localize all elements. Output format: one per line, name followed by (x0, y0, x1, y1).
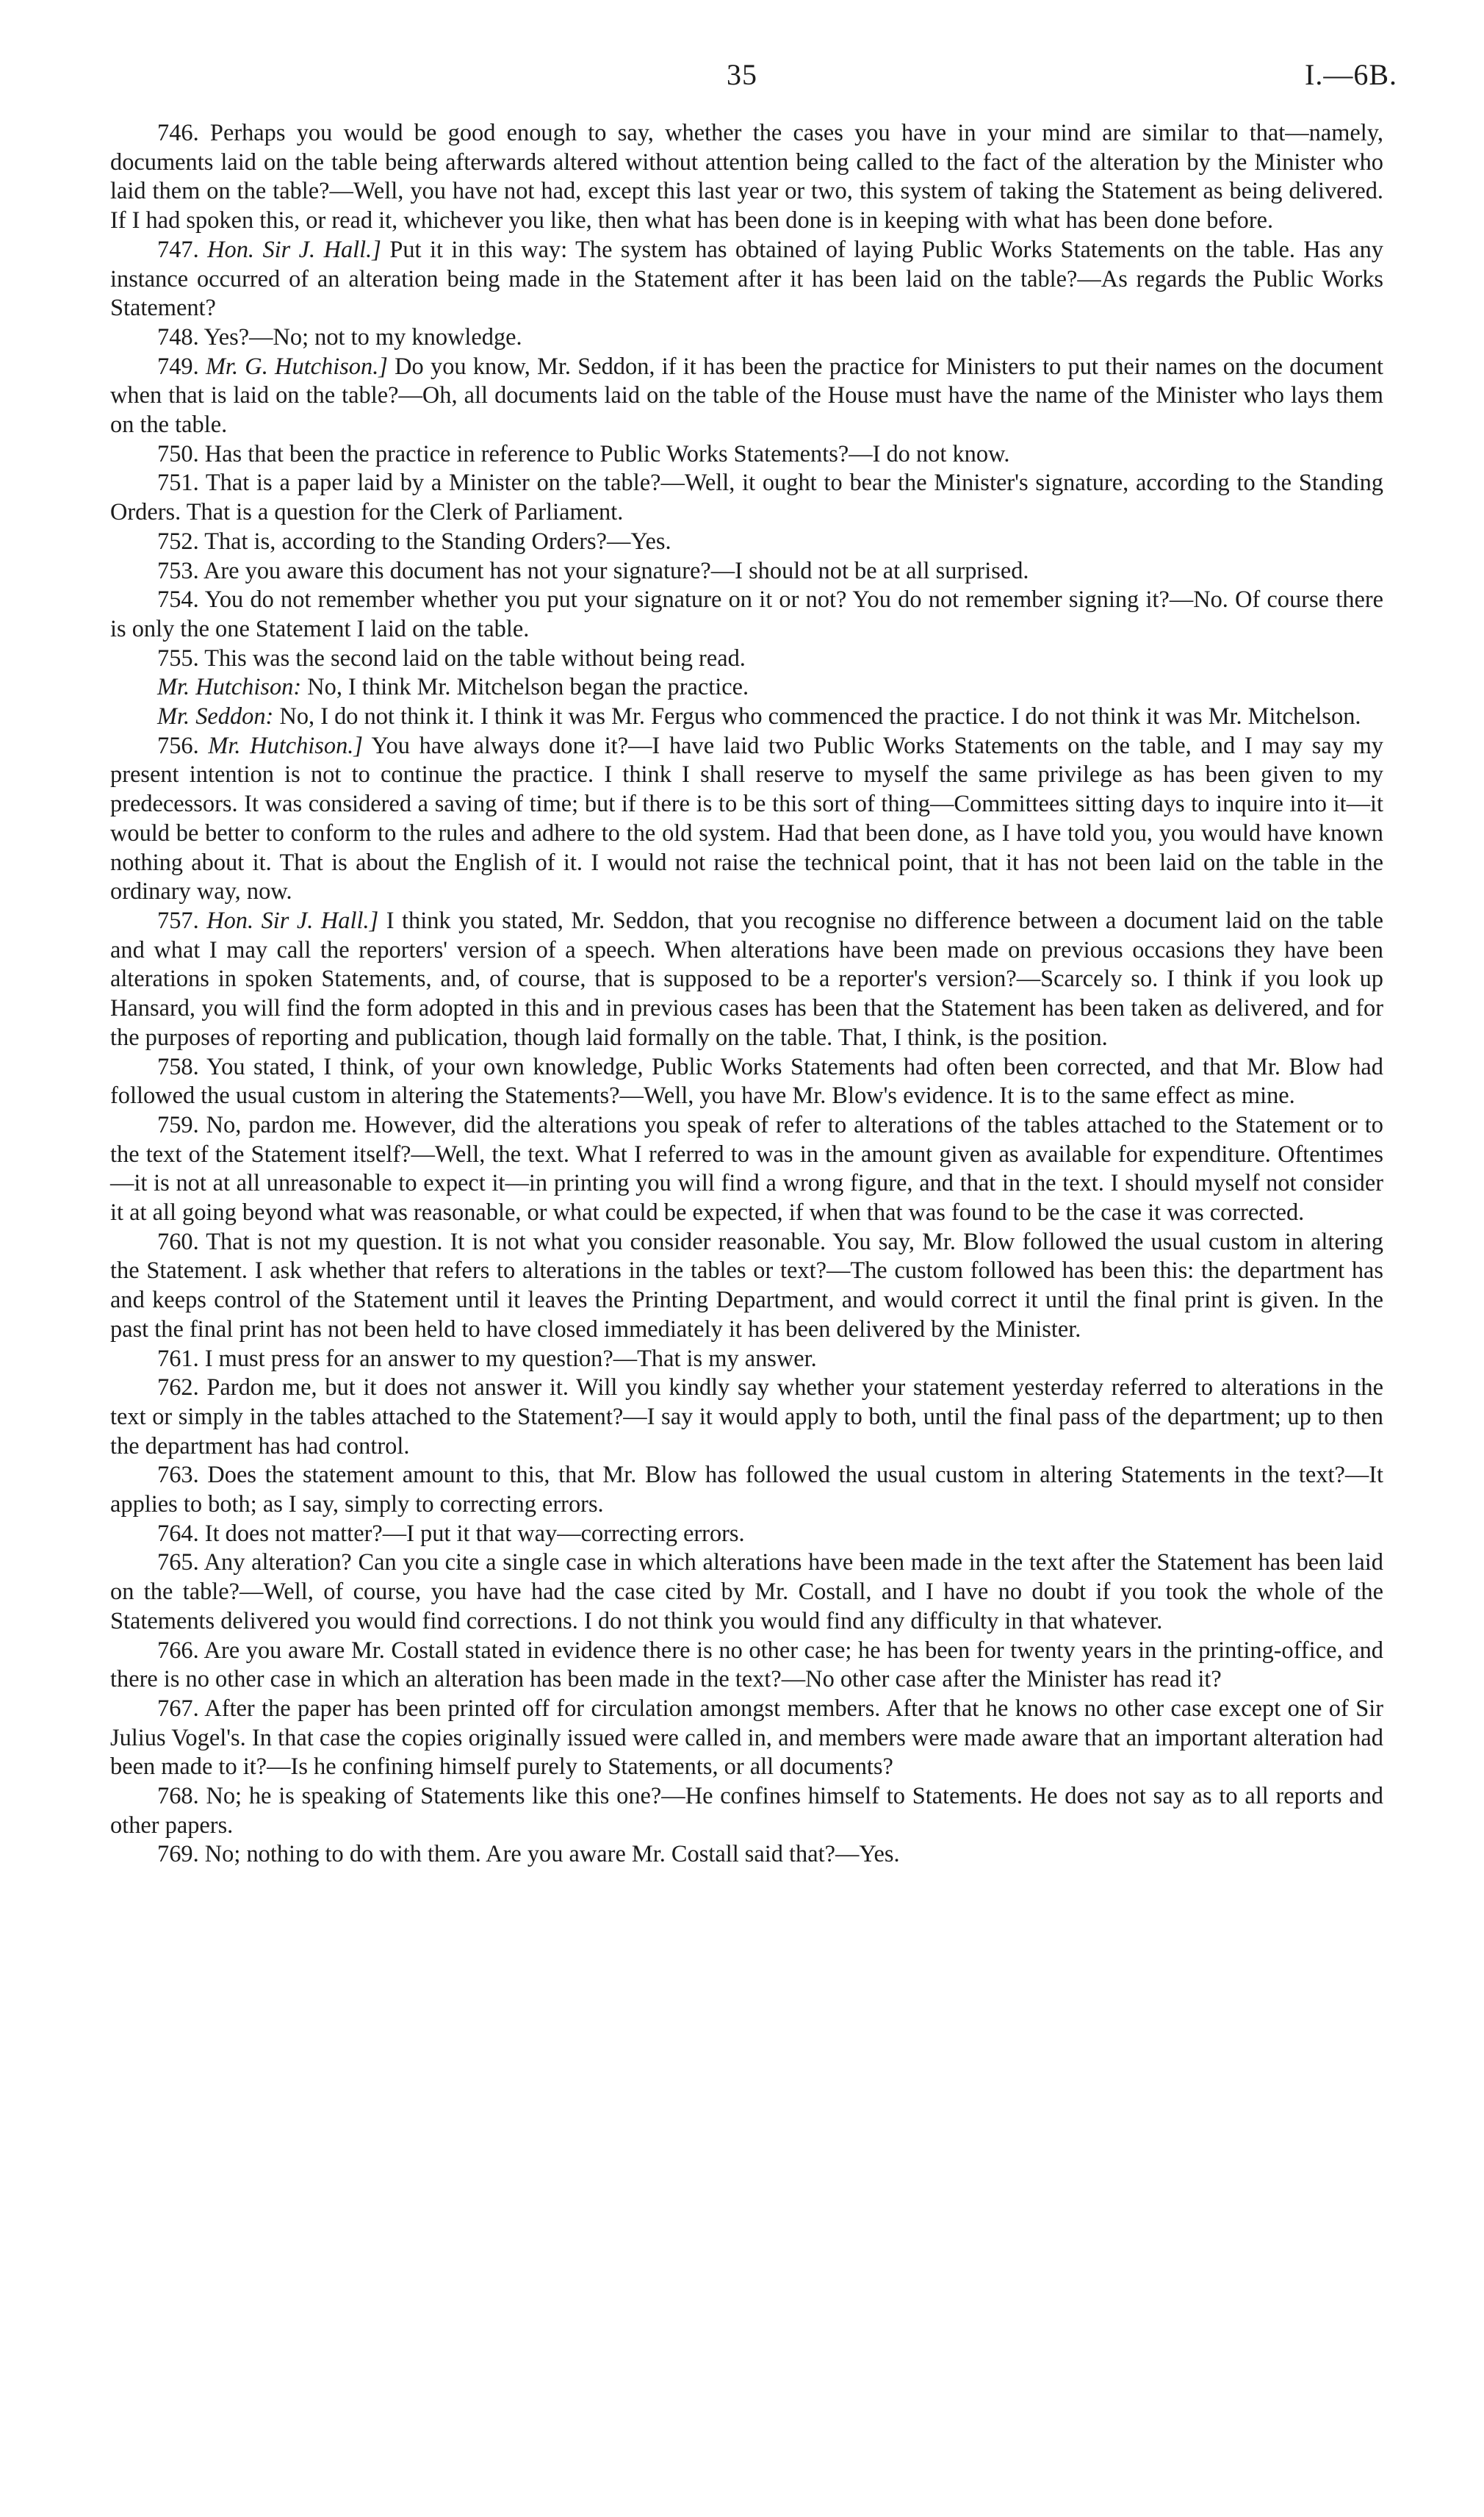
speaker-label: 757. Hon. Sir J. Hall.] (157, 907, 379, 934)
evidence-text (110, 119, 1383, 1870)
speaker-label: Mr. Hutchison: (157, 674, 302, 701)
paragraph-text: Put it in this way: The system has obtained of laying Public Works Statements on the table. Has any instance occurred of an alteration being made in the Statement after it has been laid on the table?—As regards the Public Works Statement? (110, 236, 1383, 322)
paragraph-text: 764. It does not matter?—I put it that way—correcting errors. (157, 1520, 745, 1547)
evidence-paragraph (110, 1637, 1383, 1695)
speaker-label: 756. Mr. Hutchison.] (157, 732, 363, 759)
paragraph-text: 766. Are you aware Mr. Costall stated in evidence there is no other case; he has been for twenty years in the printing-office, and there is no other case in which an alteration has been made in the text?—No other case after the Minister has read it? (110, 1637, 1383, 1693)
paragraph-text: You have always done it?—I have laid two Public Works Statements on the table, and I may say my present intention is not to continue the practice. I think I shall reserve to myself the same privilege as has been given to my predecessors. It was considered a saving of time; but if there is to be this sort of thing—Committees sitting days to inquire into it—it would be better to conform to the rules and adhere to the old system. Had that been done, as I have told you, you would have known nothing about it. That is about the English of it. I would not raise the technical point, that it has not been laid on the table in the ordinary way, now. (110, 732, 1384, 905)
evidence-paragraph (110, 1228, 1383, 1345)
paragraph-text: 762. Pardon me, but it does not answer it. Will you kindly say whether your statement yesterday referred to alterations in the text or simply in the tables attached to the Statement?—I say it would apply to both, until the final pass of the department; up to then the department has had control. (110, 1374, 1383, 1459)
paper-reference: I.—6B. (1305, 58, 1397, 91)
paragraph-text: No, I do not think it. I think it was Mr. Fergus who commenced the practice. I do not think it was Mr. Mitchelson. (273, 703, 1361, 730)
evidence-paragraph (110, 440, 1383, 470)
paragraph-text: 752. That is, according to the Standing Orders?—Yes. (157, 528, 671, 555)
evidence-paragraph (110, 528, 1383, 557)
evidence-paragraph (110, 644, 1383, 674)
paragraph-text: 768. No; he is speaking of Statements like this one?—He confines himself to Statements. He does not say as to all reports and other papers. (110, 1783, 1383, 1839)
paragraph-text: 753. Are you aware this document has not your signature?—I should not be at all surprised. (157, 557, 1029, 584)
evidence-paragraph (110, 469, 1383, 527)
speaker-label: Mr. Seddon: (157, 703, 274, 730)
evidence-paragraph (110, 236, 1383, 323)
paragraph-text: No, I think Mr. Mitchelson began the practice. (301, 674, 749, 701)
paragraph-text: 769. No; nothing to do with them. Are you aware Mr. Costall said that?—Yes. (157, 1841, 900, 1868)
evidence-paragraph (110, 586, 1383, 644)
page-header (0, 57, 1484, 101)
evidence-paragraph (110, 1695, 1383, 1782)
evidence-paragraph (110, 673, 1383, 703)
paragraph-text: 767. After the paper has been printed off for circulation amongst members. After that he knows no other case except one of Sir Julius Vogel's. In that case the copies originally issued were called in, and members were made aware that an important alteration had been made to it?—Is he confining himself purely to Statements, or all documents? (110, 1695, 1383, 1781)
evidence-paragraph (110, 1345, 1383, 1374)
paragraph-text: 763. Does the statement amount to this, that Mr. Blow has followed the usual custom in altering Statements in the text?—It applies to both; as I say, simply to correcting errors. (110, 1462, 1383, 1518)
paragraph-text: 759. No, pardon me. However, did the alterations you speak of refer to alterations of the tables attached to the Statement or to the text of the Statement itself?—Well, the text. What I referred to was in the amount given as available for expenditure. Oftentimes—it is not at all unreasonable to expect it—in printing you will find a wrong figure, and that in the text. I should myself not consider it at all going beyond what was reasonable, or what could be expected, if when that was found to be the case it was corrected. (110, 1111, 1383, 1227)
paragraph-text: 750. Has that been the practice in reference to Public Works Statements?—I do not know. (157, 440, 1010, 467)
evidence-paragraph (110, 557, 1383, 586)
evidence-paragraph (110, 323, 1383, 353)
evidence-paragraph (110, 1520, 1383, 1549)
evidence-paragraph (110, 1461, 1383, 1519)
paragraph-text: Do you know, Mr. Seddon, if it has been the practice for Ministers to put their names on the document when that is laid on the table?—Oh, all documents laid on the table of the House must have the name of the Minister who lays them on the table. (110, 353, 1384, 439)
paragraph-text: 758. You stated, I think, of your own knowledge, Public Works Statements had often been corrected, and that Mr. Blow had followed the usual custom in altering the Statements?—Well, you have Mr. Blow's evidence. It is to the same effect as mine. (110, 1053, 1383, 1110)
evidence-paragraph (110, 119, 1383, 236)
evidence-paragraph (110, 907, 1383, 1053)
paragraph-text: 765. Any alteration? Can you cite a single case in which alterations have been made in the text after the Statement has been laid on the table?—Well, of course, you have had the case cited by Mr. Costall, and I have no doubt if you took the whole of the Statements delivered you would find corrections. I do not think you would find any difficulty in that whatever. (110, 1549, 1383, 1634)
evidence-paragraph (110, 1548, 1383, 1636)
speaker-label: 749. Mr. G. Hutchison.] (157, 353, 388, 380)
evidence-paragraph (110, 732, 1383, 907)
page-number: 35 (727, 58, 757, 91)
paragraph-text: 760. That is not my question. It is not what you consider reasonable. You say, Mr. Blow followed the usual custom in altering the Statement. I ask whether that refers to alterations in the tables or text?—The custom followed has been this: the department has and keeps control of the Statement until it leaves the Printing Department, and would correct it until the final print is given. In the past the final print has not been held to have closed immediately it has been delivered by the Minister. (110, 1228, 1383, 1343)
paragraph-text: 751. That is a paper laid by a Minister on the table?—Well, it ought to bear the Minister's signature, according to the Standing Orders. That is a question for the Clerk of Parliament. (110, 470, 1383, 526)
evidence-paragraph (110, 1053, 1383, 1111)
evidence-paragraph (110, 1111, 1383, 1228)
paragraph-text: I think you stated, Mr. Seddon, that you recognise no difference between a document laid on the table and what I may call the reporters' version of a speech. When alterations have been made on previous occasions they have been alterations in spoken Statements, and, of course, that is supposed to be a reporter's version?—Scarcely so. I think if you look up Hansard, you will find the form adopted in this and in previous cases has been that the Statement has been taken as delivered, and for the purposes of reporting and publication, though laid formally on the table. That, I think, is the position. (110, 907, 1383, 1051)
evidence-paragraph (110, 1374, 1383, 1461)
speaker-label: 747. Hon. Sir J. Hall.] (157, 236, 381, 263)
evidence-paragraph (110, 1782, 1383, 1840)
paragraph-text: 754. You do not remember whether you put your signature on it or not? You do not remember signing it?—No. Of course there is only the one Statement I laid on the table. (110, 586, 1383, 642)
evidence-paragraph (110, 703, 1383, 732)
paragraph-text: 761. I must press for an answer to my question?—That is my answer. (157, 1345, 817, 1372)
paragraph-text: 748. Yes?—No; not to my knowledge. (157, 323, 522, 351)
evidence-paragraph (110, 1840, 1383, 1870)
evidence-paragraph (110, 353, 1383, 440)
paragraph-text: 746. Perhaps you would be good enough to say, whether the cases you have in your mind are similar to that—namely, documents laid on the table being afterwards altered without attention being called to the fact of the alteration by the Minister who laid them on the table?—Well, you have not had, except this last year or two, this system of taking the Statement as being delivered. If I had spoken this, or read it, whichever you like, then what has been done is in keeping with what has been done before. (110, 120, 1383, 234)
paragraph-text: 755. This was the second laid on the table without being read. (157, 644, 746, 672)
